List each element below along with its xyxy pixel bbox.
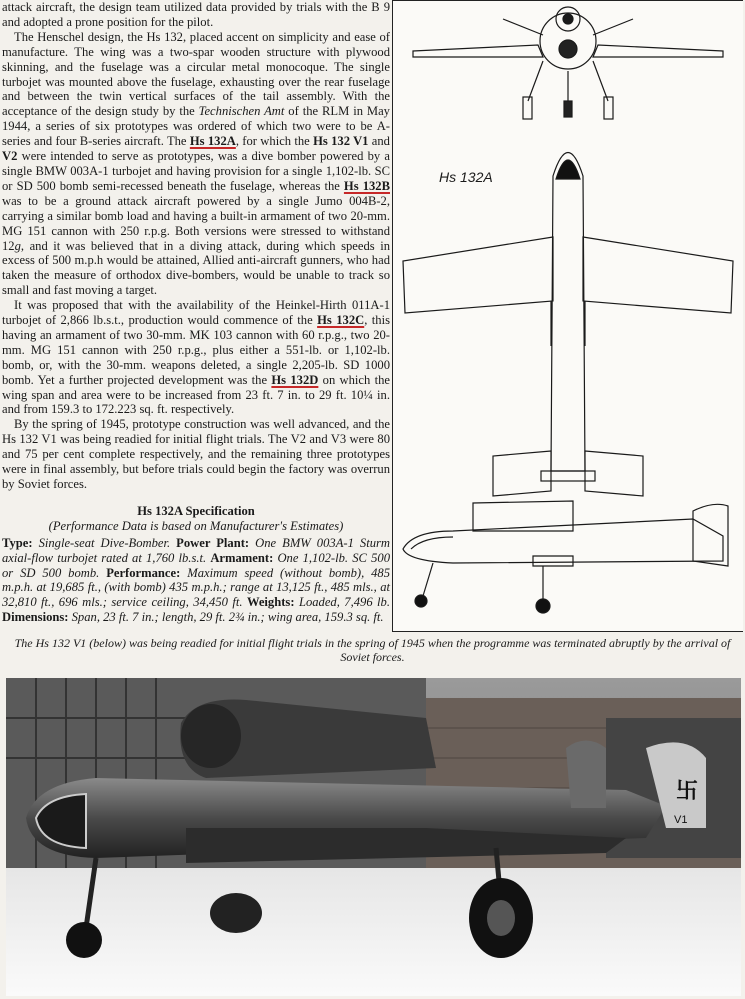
- paragraph-2: It was proposed that with the availability of the Heinkel-Hirth 011A-1 turbojet of 2,866 lb.s.t., production would commence of the Hs 132C, this having an armament of two 30-mm. MK 103 cannon with 60 r.p.g., two 20-mm. MG 151 cannon with 250 r.p.g., plus either a 551-lb. or 1,102-lb. bomb, or, with the 30-mm. weapons deleted, a single 2,205-lb. SD 1000 bomb. Yet a further projected development was the Hs 132D on which the wing span and area were to be increased from 23 ft. 7 in. to 29 ft. 10¼ in. and from 159.3 to 172.223 sq. ft. respectively.: [2, 298, 390, 417]
- drawing-label: Hs 132A: [439, 169, 493, 185]
- spec-subtitle: (Performance Data is based on Manufacturer's Estimates): [48, 518, 344, 533]
- hs132a-highlight: Hs 132A: [189, 134, 236, 149]
- front-view: [413, 7, 723, 119]
- plan-view: [403, 153, 733, 497]
- aircraft-drawing-svg: [393, 1, 743, 631]
- side-view: [403, 501, 728, 613]
- spec-body: Type: Single-seat Dive-Bomber. Power Plant: One BMW 003A-1 Sturm axial-flow turbojet rated at 1,760 lb.s.t. Armament: One 1,102-lb. SC 500 or SD 500 bomb. Performance: Maximum speed (without bomb), 485 m.p.h. at 19,685 ft., (with bomb) 435 m.p.h.; range at 13,125 ft., 485 mls., at 32,810 ft., 696 mls.; service ceiling, 34,450 ft. Weights: Loaded, 7,496 lb. Dimensions: Span, 23 ft. 7 in.; length, 29 ft. 2¾ in.; wing area, 159.3 sq. ft.: [2, 535, 391, 625]
- tail-code: V1: [674, 814, 688, 826]
- aircraft-photo: [6, 678, 741, 996]
- spec-title: Hs 132A Specification: [137, 503, 255, 518]
- hs132d-highlight: Hs 132D: [271, 372, 319, 387]
- paragraph-1: The Henschel design, the Hs 132, placed accent on simplicity and ease of manufacture. The wing was a two-spar wooden structure with plywood skinning, and the fuselage was a circular metal monocoque. The single turbojet was mounted above the fuselage, exhausting over the rear fuselage and between the twin vertical surfaces of the tail assembly. With the acceptance of the design study by the Technischen Amt of the RLM in May 1944, a series of six prototypes was ordered of which two were to be A-series and four B-series aircraft. The Hs 132A, for which the Hs 132 V1 and V2 were intended to serve as prototypes, was a dive bomber powered by a single BMW 003A-1 turbojet and having provision for a single 1,102-lb. SC or SD 500 bomb semi-recessed beneath the fuselage, whereas the Hs 132B was to be a ground attack aircraft powered by a single Jumo 004B-2, carrying a similar bomb load and having a built-in armament of two 20-mm. MG 151 cannon with 250 r.p.g. Both versions were stressed to withstand 12g, and it was believed that in a diving attack, during which speeds in excess of 500 m.p.h would be attained, Allied anti-aircraft gunners, who had taken the measure of orthodox dive-bombers, would be unable to track so small and fast moving a target.: [2, 29, 390, 298]
- article-text: [2, 0, 390, 625]
- hs132b-highlight: Hs 132B: [343, 178, 390, 193]
- paragraph-3: By the spring of 1945, prototype construction was well advanced, and the Hs 132 V1 was being readied for initial flight trials. The V2 and V3 were 80 and 75 per cent complete respectively, and the remaining three prototypes were in final assembly, but before trials could begin the factory was overrun by Soviet forces.: [2, 417, 390, 491]
- paragraph-0: attack aircraft, the design team utilized data provided by trials with the B 9 and adopted a prone position for the pilot.: [2, 0, 390, 29]
- hs132c-highlight: Hs 132C: [317, 313, 365, 328]
- svg-text:卐: 卐: [676, 778, 699, 803]
- three-view-drawing: [392, 0, 743, 632]
- photo-caption: The Hs 132 V1 (below) was being readied for initial flight trials in the spring of 1945 when the programme was terminated abruptly by the arrival of Soviet forces.: [14, 636, 731, 664]
